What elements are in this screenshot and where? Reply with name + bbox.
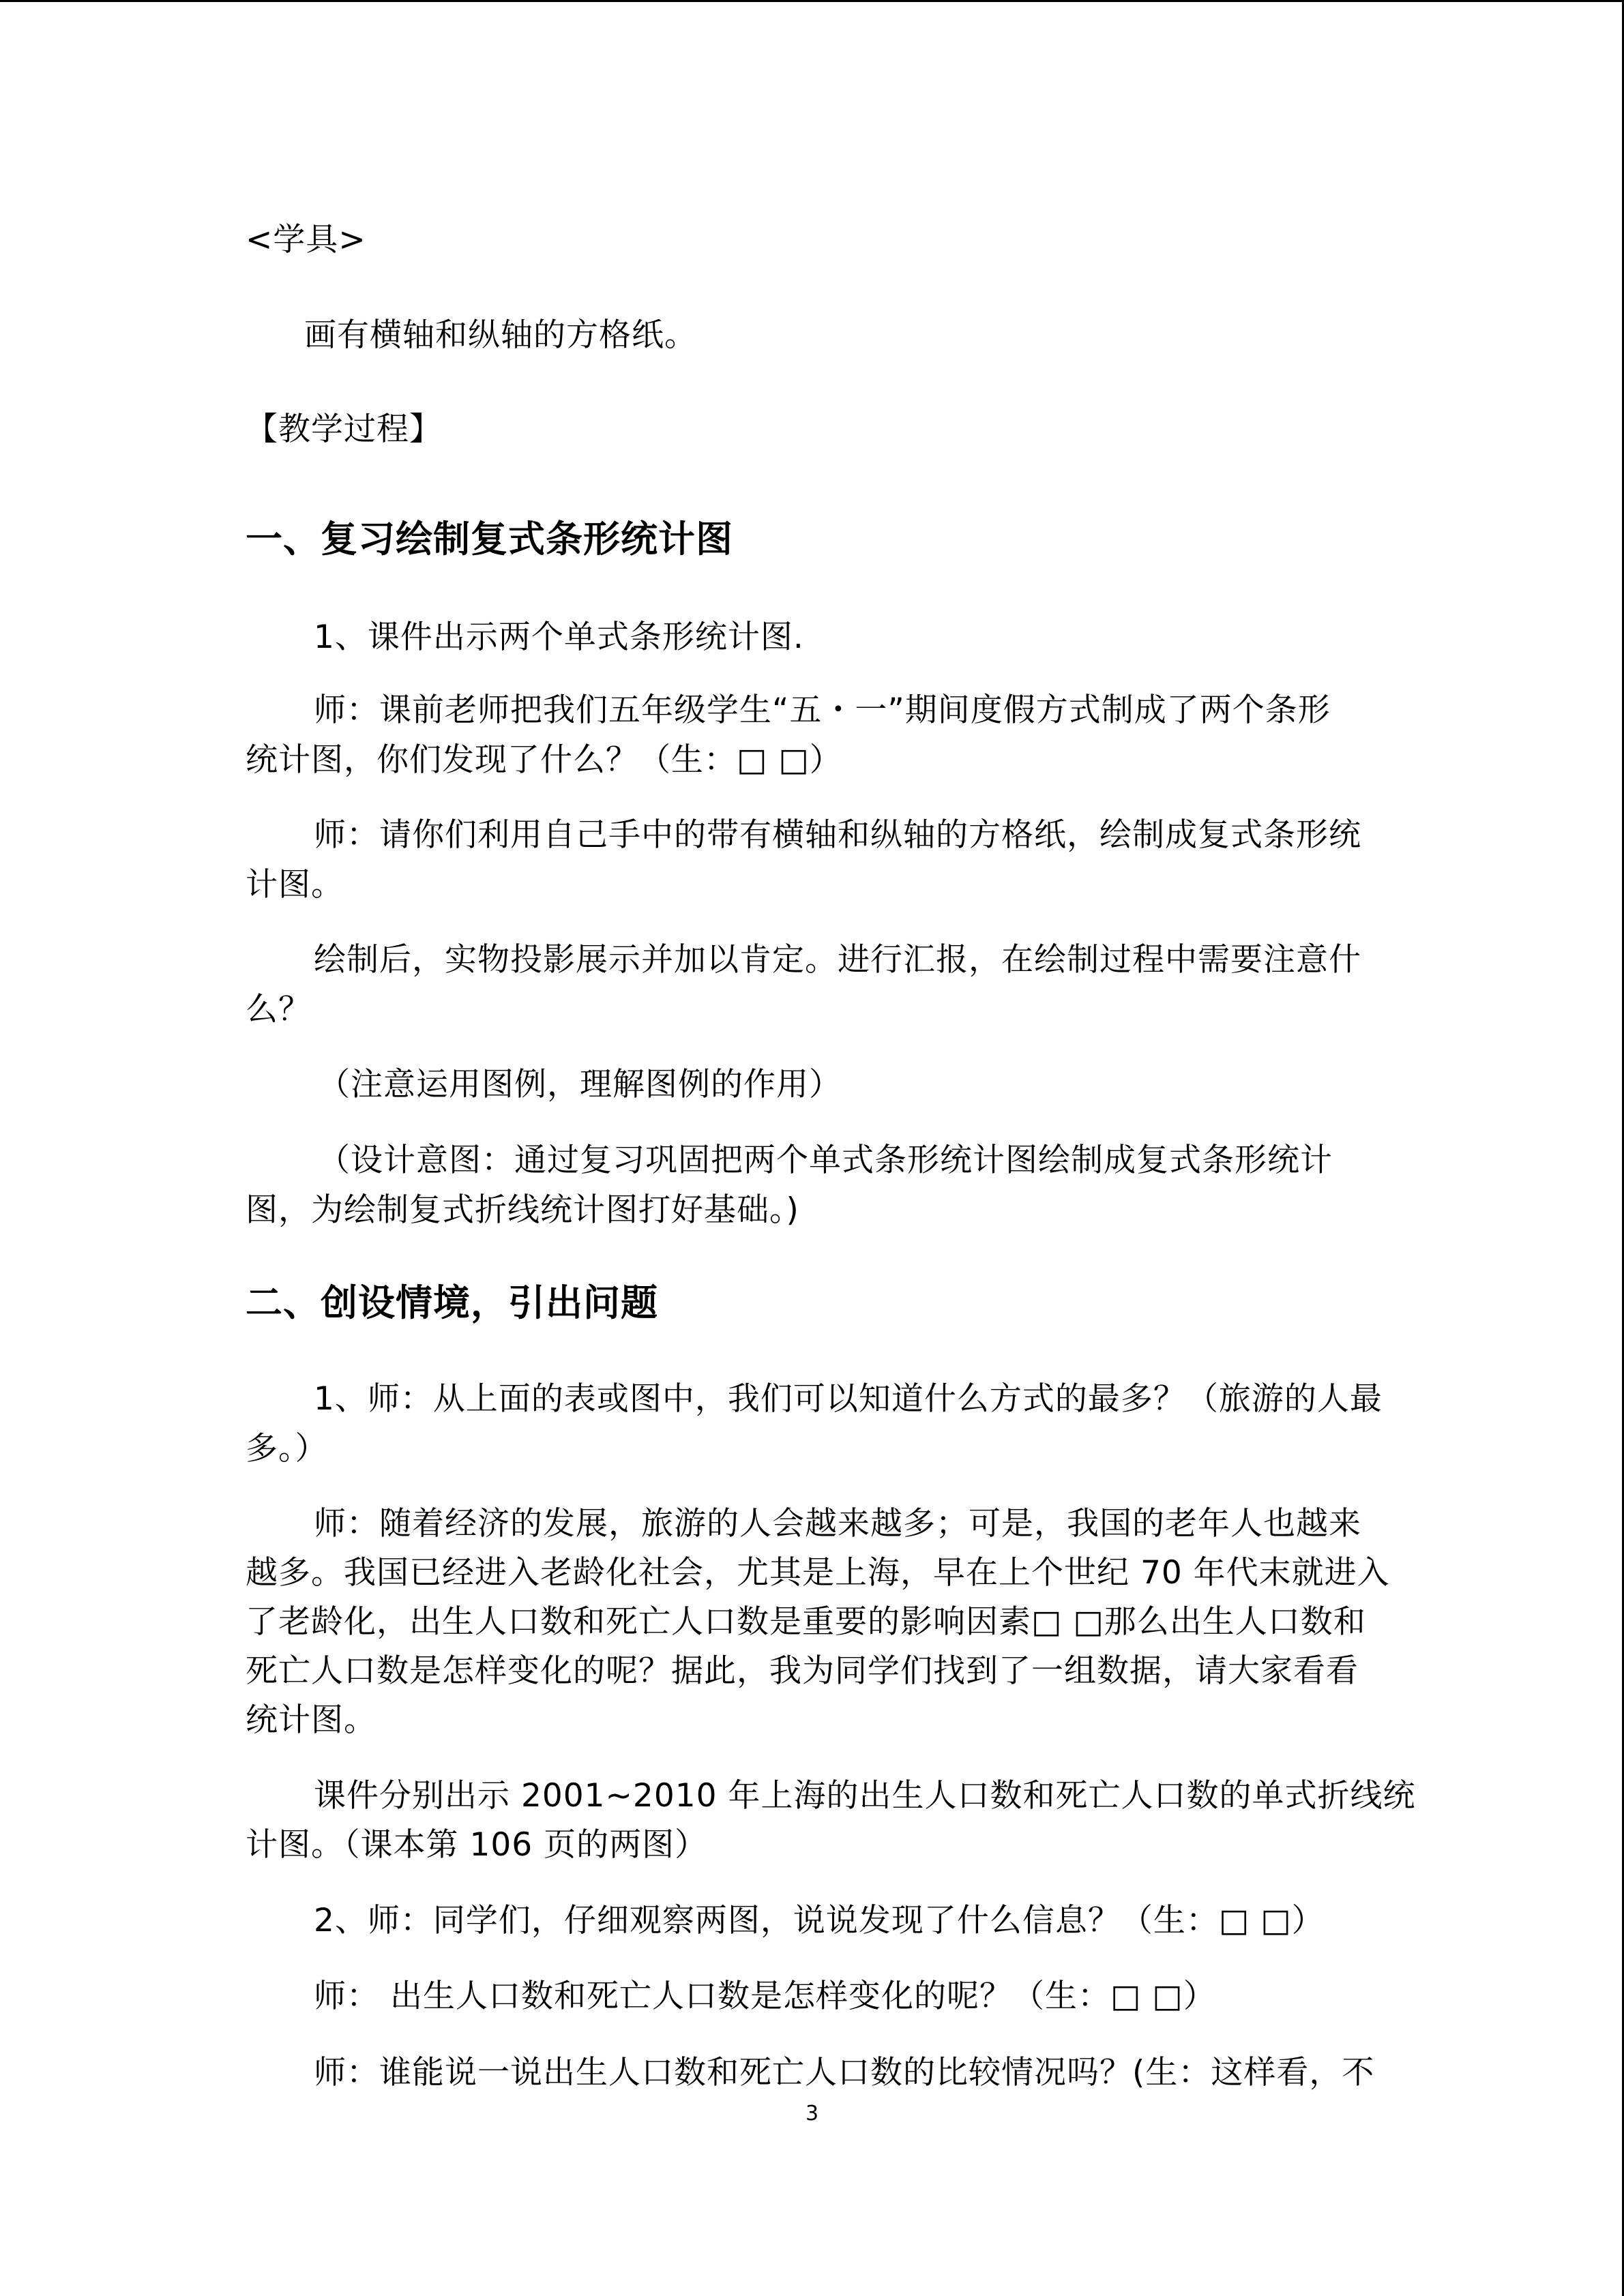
paragraph-line: 越多。我国已经进入老龄化社会，尤其是上海，早在上个世纪 70 年代末就进入 (246, 1554, 1390, 1592)
paragraph-line: 师：课前老师把我们五年级学生“五・一”期间度假方式制成了两个条形 (314, 691, 1331, 729)
teaching-process-label: 【教学过程】 (246, 411, 442, 448)
paragraph-line: 统计图。 (246, 1701, 377, 1739)
paragraph-line: 计图。（课本第 106 页的两图） (246, 1826, 708, 1864)
paragraph-line: 1、课件出示两个单式条形统计图. (314, 618, 804, 656)
section-heading-2: 二、创设情境，引出问题 (246, 1281, 658, 1324)
paragraph-line: 师：随着经济的发展，旅游的人会越来越多；可是，我国的老年人也越来 (314, 1505, 1361, 1542)
paragraph-line: （设计意图：通过复习巩固把两个单式条形统计图绘制成复式条形统计 (318, 1142, 1333, 1179)
supplies-text: 画有横轴和纵轴的方格纸。 (304, 316, 697, 354)
paragraph-line: 师：谁能说一说出生人口数和死亡人口数的比较情况吗？(生：这样看，不 (314, 2054, 1375, 2091)
paragraph-line: 计图。 (246, 866, 344, 904)
paragraph-line: 统计图，你们发现了什么？（生：□ □） (246, 741, 842, 779)
paragraph-line: 图，为绘制复式折线统计图打好基础。) (246, 1191, 799, 1229)
section-heading-1: 一、复习绘制复式条形统计图 (246, 518, 733, 561)
paragraph-line: 师：请你们利用自己手中的带有横轴和纵轴的方格纸，绘制成复式条形统 (314, 816, 1361, 854)
paragraph-line: 课件分别出示 2001~2010 年上海的出生人口数和死亡人口数的单式折线统 (314, 1777, 1416, 1815)
paragraph-line: （注意运用图例，理解图例的作用） (318, 1066, 842, 1103)
paragraph-line: 死亡人口数是怎样变化的呢？据此，我为同学们找到了一组数据，请大家看看 (246, 1652, 1359, 1690)
page-number: 3 (805, 2102, 819, 2126)
paragraph-line: 1、师：从上面的表或图中，我们可以知道什么方式的最多？（旅游的人最 (314, 1380, 1383, 1418)
paragraph-line: 了老龄化，出生人口数和死亡人口数是重要的影响因素□ □那么出生人口数和 (246, 1603, 1366, 1641)
supplies-label: <学具> (246, 221, 366, 258)
paragraph-line: 2、师：同学们，仔细观察两图，说说发现了什么信息？（生：□ □） (314, 1902, 1325, 1939)
paragraph-line: 多。） (246, 1430, 328, 1467)
paragraph-line: 师： 出生人口数和死亡人口数是怎样变化的呢？（生：□ □） (314, 1978, 1216, 2015)
paragraph-line: 绘制后，实物投影展示并加以肯定。进行汇报，在绘制过程中需要注意什 (314, 941, 1361, 979)
paragraph-line: 么？ (246, 991, 311, 1028)
